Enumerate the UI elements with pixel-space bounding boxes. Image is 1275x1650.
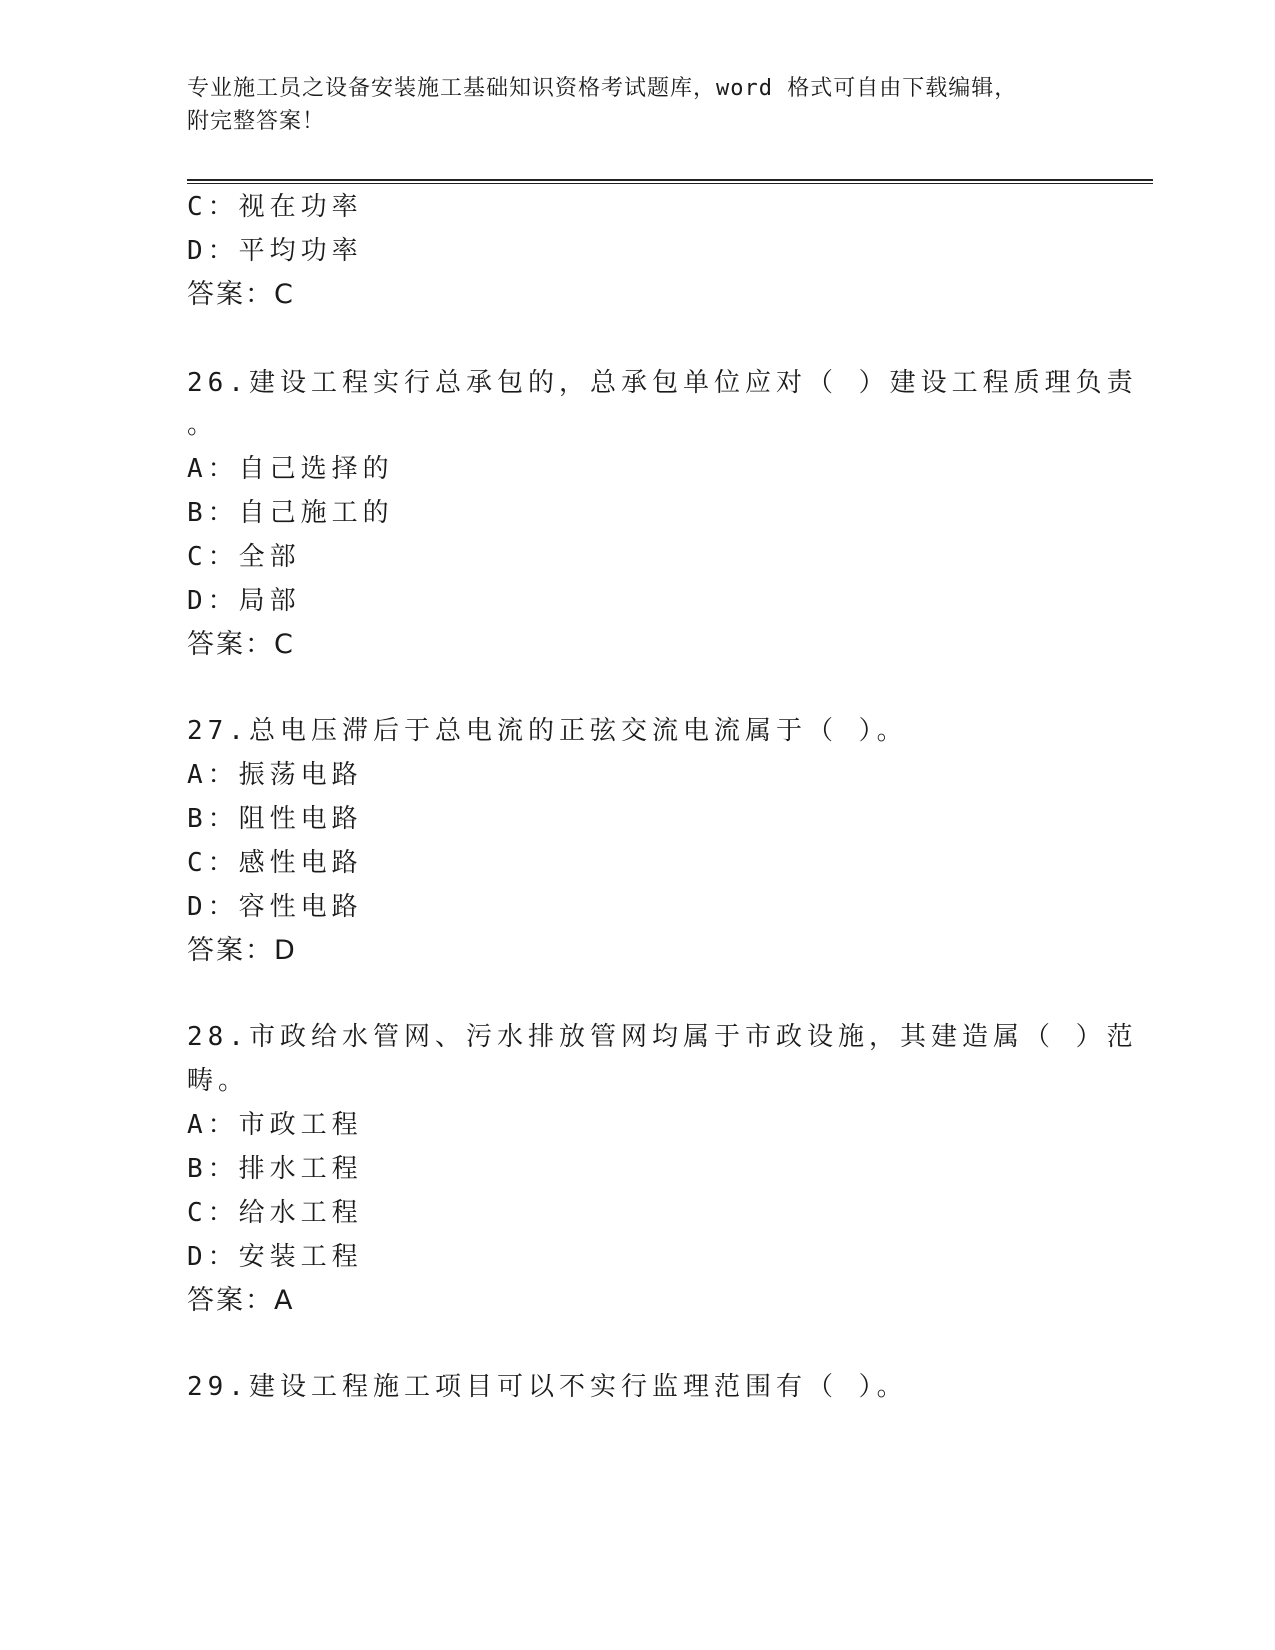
question-stem: 26.建设工程实行总承包的，总承包单位应对（ ）建设工程质理负责 xyxy=(187,368,1138,398)
option-c: C：全部 xyxy=(187,542,301,572)
document-header xyxy=(187,72,1067,138)
option-c: C：给水工程 xyxy=(187,1198,363,1228)
question-stem: 28.市政给水管网、污水排放管网均属于市政设施，其建造属（ ）范 xyxy=(187,1022,1138,1052)
question-stem-continued: 畴。 xyxy=(187,1066,250,1096)
option-b: B：阻性电路 xyxy=(187,804,363,834)
question-stem-continued: 。 xyxy=(187,410,219,440)
option-a: A：振荡电路 xyxy=(187,760,363,790)
answer-line: 答案：C xyxy=(187,279,295,310)
option-d: D：容性电路 xyxy=(187,892,363,922)
option-b: B：自己施工的 xyxy=(187,498,394,528)
header-title-line-1: 专业施工员之设备安装施工基础知识资格考试题库，word 格式可自由下载编辑， xyxy=(187,76,1018,101)
option-a: A：自己选择的 xyxy=(187,454,394,484)
answer-line: 答案：A xyxy=(187,1285,295,1316)
option-d: D：安装工程 xyxy=(187,1242,363,1272)
option-d: D：平均功率 xyxy=(187,236,363,266)
header-divider-thin xyxy=(187,183,1153,184)
question-stem: 27.总电压滞后于总电流的正弦交流电流属于（ ）。 xyxy=(187,716,908,746)
option-c: C：视在功率 xyxy=(187,192,363,222)
header-divider xyxy=(187,179,1153,181)
option-b: B：排水工程 xyxy=(187,1154,363,1184)
option-d: D：局部 xyxy=(187,586,301,616)
header-title-line-2: 附完整答案！ xyxy=(187,109,326,134)
answer-line: 答案：C xyxy=(187,629,295,660)
option-c: C：感性电路 xyxy=(187,848,363,878)
question-stem: 29.建设工程施工项目可以不实行监理范围有（ ）。 xyxy=(187,1372,908,1402)
option-a: A：市政工程 xyxy=(187,1110,363,1140)
answer-line: 答案：D xyxy=(187,935,297,966)
